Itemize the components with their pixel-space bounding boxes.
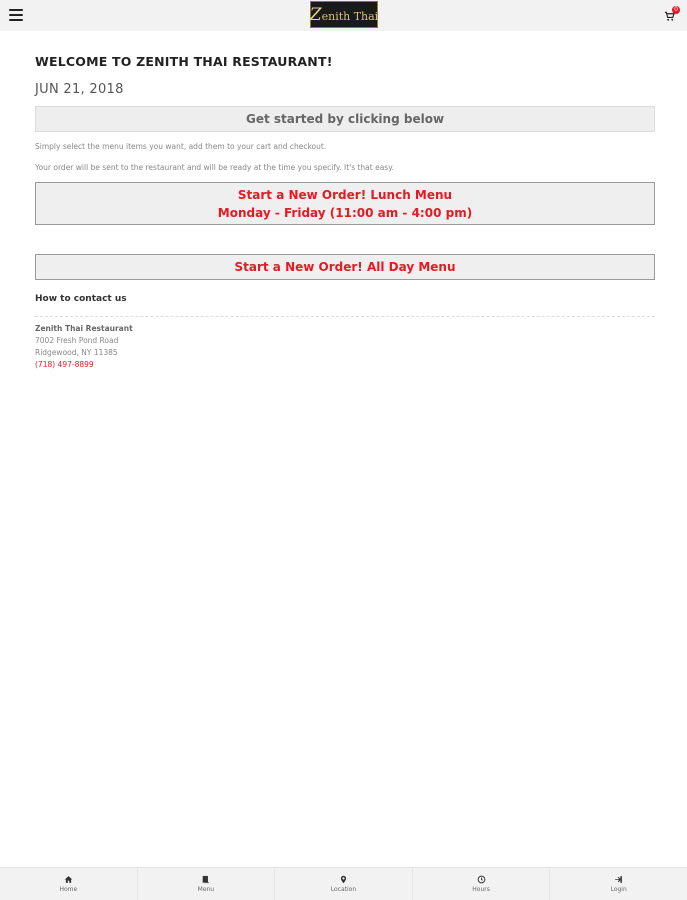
divider [35,316,655,317]
bottom-nav [0,867,687,900]
tab-menu[interactable] [138,868,276,900]
tab-label: Hours [472,886,490,893]
logo-text: Zenith Thai [309,4,379,25]
tab-label: Login [610,886,627,893]
lunch-button-hours: Monday - Friday (11:00 am - 4:00 pm) [217,205,473,220]
top-bar [0,0,687,31]
restaurant-name: Zenith Thai Restaurant [35,324,133,333]
instruction-text-2: Your order will be sent to the restaurant and will be ready at the time you specify. It's that easy. [35,163,394,172]
login-icon [614,875,623,884]
all-day-button-label: Start a New Order! All Day Menu [234,260,456,274]
home-icon [64,875,73,884]
clock-icon [477,875,486,884]
logo[interactable] [310,1,378,28]
street-address: 7002 Fresh Pond Road [35,336,119,345]
instruction-text: Simply select the menu items you want, add them to your cart and checkout. [35,142,327,151]
start-all-day-order-button[interactable] [35,254,655,280]
date-label: JUN 21, 2018 [35,82,124,97]
city-address: Ridgewood, NY 11385 [35,348,118,357]
tab-login[interactable] [550,868,687,900]
cart-button[interactable] [664,8,680,24]
get-started-banner: Get started by clicking below [35,106,655,132]
start-lunch-order-button[interactable] [35,182,655,225]
welcome-heading: WELCOME TO ZENITH THAI RESTAURANT! [35,54,333,69]
tab-label: Location [330,886,357,893]
phone-link[interactable]: (718) 497-8899 [35,360,94,369]
tab-home[interactable] [0,868,138,900]
contact-title: How to contact us [35,294,127,304]
tab-hours[interactable] [413,868,551,900]
map-pin-icon [339,875,348,884]
hamburger-menu-icon[interactable] [9,9,23,21]
cart-count-badge: 0 [672,6,680,14]
tab-label: Home [59,886,78,893]
tab-location[interactable] [275,868,413,900]
tab-label: Menu [197,886,215,893]
lunch-button-title: Start a New Order! Lunch Menu [237,187,453,202]
book-icon [201,875,210,884]
